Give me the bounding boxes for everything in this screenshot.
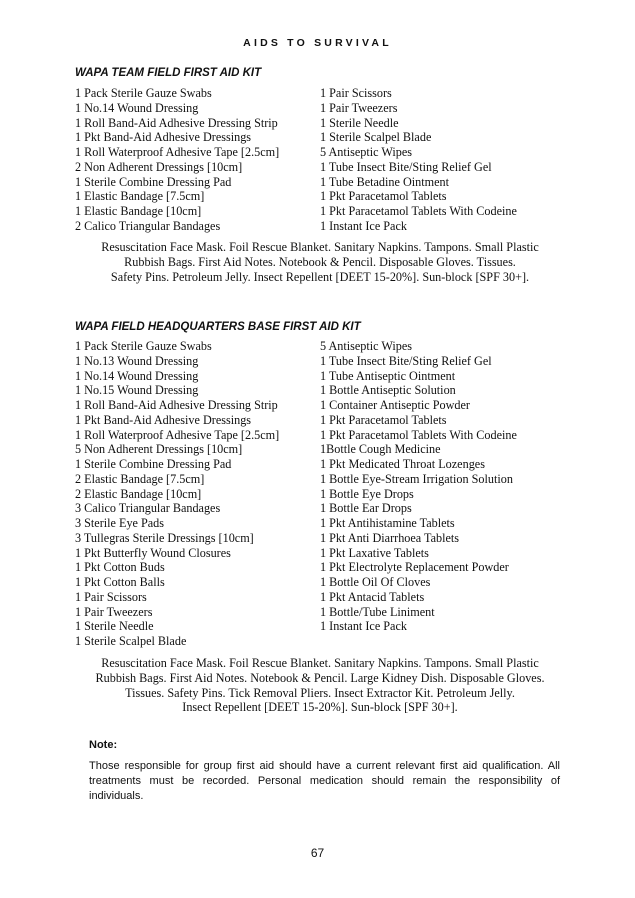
list-item: 1 Pair Tweezers <box>320 100 398 115</box>
list-item: 1 Bottle Antiseptic Solution <box>320 383 456 398</box>
list-item: 1 Bottle Ear Drops <box>320 501 412 516</box>
list-item: 1 Sterile Needle <box>75 619 154 634</box>
extras-line: Safety Pins. Petroleum Jelly. Insect Repellent [DEET 15-20%]. Sun-block [SPF 30+]. <box>110 269 530 284</box>
list-item: 1 Pkt Band-Aid Adhesive Dressings <box>75 412 252 427</box>
team-kit-left-list <box>75 86 320 234</box>
running-header: AIDS TO SURVIVAL <box>243 37 392 49</box>
list-item: 5 Antiseptic Wipes <box>320 339 413 353</box>
list-item: 1 No.15 Wound Dressing <box>75 383 199 398</box>
hq-kit-title: WAPA FIELD HEADQUARTERS BASE FIRST AID KIT <box>75 321 361 333</box>
list-item: 1 Pkt Antihistamine Tablets <box>320 516 455 530</box>
list-item: 2 Calico Triangular Bandages <box>75 218 221 233</box>
list-item: 1 Pkt Anti Diarrhoea Tablets <box>320 530 460 545</box>
list-item: 1 Pkt Medicated Throat Lozenges <box>320 457 485 471</box>
list-item: 1 Instant Ice Pack <box>320 218 407 233</box>
list-item: 1 No.14 Wound Dressing <box>75 368 199 383</box>
extras-line: Rubbish Bags. First Aid Notes. Notebook & Pencil. Large Kidney Dish. Disposable Gloves. <box>95 670 545 685</box>
list-item: 1 Elastic Bandage [7.5cm] <box>75 189 205 204</box>
list-item: 1 Pkt Antacid Tablets <box>320 589 425 604</box>
list-item: 1 Pack Sterile Gauze Swabs <box>75 86 212 100</box>
list-item: 1 Pack Sterile Gauze Swabs <box>75 339 212 353</box>
list-item: 5 Antiseptic Wipes <box>320 145 413 159</box>
list-item: 3 Tullegras Sterile Dressings [10cm] <box>75 530 254 545</box>
list-item: 1 Sterile Scalpel Blade <box>75 634 187 648</box>
extras-line: Insect Repellent [DEET 15-20%]. Sun-block [SPF 30+]. <box>182 700 458 715</box>
note-text: Those responsible for group first aid should have a current relevant first aid qualification. All treatments must be recorded. Personal medication should remain the responsibility of individuals. <box>89 760 560 802</box>
note-label: Note: <box>89 739 118 751</box>
list-item: 1Bottle Cough Medicine <box>320 442 441 457</box>
list-item: 1 Sterile Scalpel Blade <box>320 130 432 145</box>
hq-kit-columns <box>75 339 565 649</box>
list-item: 2 Elastic Bandage [10cm] <box>75 486 202 501</box>
list-item: 3 Sterile Eye Pads <box>75 516 165 530</box>
team-kit-right-list <box>320 86 565 234</box>
list-item: 1 Pkt Laxative Tablets <box>320 545 429 560</box>
hq-kit-left-list <box>75 339 320 649</box>
team-kit-columns <box>75 86 565 234</box>
list-item: 1 Tube Insect Bite/Sting Relief Gel <box>320 353 492 368</box>
list-item: 1 Roll Band-Aid Adhesive Dressing Strip <box>75 115 278 130</box>
list-item: 1 No.14 Wound Dressing <box>75 100 199 115</box>
list-item: 1 Tube Betadine Ointment <box>320 174 449 189</box>
list-item: 1 Elastic Bandage [10cm] <box>75 204 202 218</box>
page-number: 67 <box>310 846 325 860</box>
list-item: 1 Pkt Butterfly Wound Closures <box>75 545 231 560</box>
list-item: 1 Roll Band-Aid Adhesive Dressing Strip <box>75 398 278 412</box>
extras-line: Resuscitation Face Mask. Foil Rescue Blanket. Sanitary Napkins. Tampons. Small Plastic <box>101 656 539 670</box>
list-item: 1 Roll Waterproof Adhesive Tape [2.5cm] <box>75 145 280 159</box>
list-item: 1 Bottle Eye Drops <box>320 486 414 501</box>
list-item: 1 Pkt Paracetamol Tablets <box>320 412 447 427</box>
list-item: 1 Pkt Electrolyte Replacement Powder <box>320 560 509 575</box>
list-item: 1 Sterile Needle <box>320 115 399 130</box>
list-item: 1 Pkt Paracetamol Tablets With Codeine <box>320 204 517 218</box>
list-item: 1 Pair Tweezers <box>75 604 153 619</box>
list-item: 1 Tube Antiseptic Ointment <box>320 368 456 383</box>
hq-kit-right-list <box>320 339 565 649</box>
hq-kit-extras <box>70 656 570 715</box>
list-item: 1 Pkt Band-Aid Adhesive Dressings <box>75 130 252 145</box>
extras-line: Resuscitation Face Mask. Foil Rescue Blanket. Sanitary Napkins. Tampons. Small Plastic <box>101 240 539 254</box>
list-item: 5 Non Adherent Dressings [10cm] <box>75 442 243 457</box>
list-item: 1 Bottle/Tube Liniment <box>320 604 435 619</box>
list-item: 1 Pkt Paracetamol Tablets With Codeine <box>320 427 517 442</box>
list-item: 2 Elastic Bandage [7.5cm] <box>75 471 205 486</box>
team-kit-title: WAPA TEAM FIELD FIRST AID KIT <box>75 67 262 79</box>
list-item: 1 Container Antiseptic Powder <box>320 398 470 412</box>
team-kit-extras <box>70 240 570 284</box>
list-item: 1 Sterile Combine Dressing Pad <box>75 457 232 471</box>
extras-line: Tissues. Safety Pins. Tick Removal Pliers. Insect Extractor Kit. Petroleum Jelly. <box>125 685 515 700</box>
list-item: 1 Pkt Cotton Buds <box>75 560 165 575</box>
list-item: 1 Pkt Cotton Balls <box>75 575 165 589</box>
list-item: 1 Tube Insect Bite/Sting Relief Gel <box>320 159 492 174</box>
list-item: 1 Instant Ice Pack <box>320 619 407 634</box>
list-item: 2 Non Adherent Dressings [10cm] <box>75 159 243 174</box>
list-item: 1 Pair Scissors <box>75 589 147 604</box>
extras-line: Rubbish Bags. First Aid Notes. Notebook & Pencil. Disposable Gloves. Tissues. <box>124 254 516 269</box>
list-item: 3 Calico Triangular Bandages <box>75 501 221 516</box>
list-item: 1 Bottle Eye-Stream Irrigation Solution <box>320 471 513 486</box>
list-item: 1 No.13 Wound Dressing <box>75 353 199 368</box>
list-item: 1 Sterile Combine Dressing Pad <box>75 174 232 189</box>
list-item: 1 Pkt Paracetamol Tablets <box>320 189 447 204</box>
list-item: 1 Pair Scissors <box>320 86 392 100</box>
list-item: 1 Roll Waterproof Adhesive Tape [2.5cm] <box>75 427 280 442</box>
list-item: 1 Bottle Oil Of Cloves <box>320 575 431 589</box>
